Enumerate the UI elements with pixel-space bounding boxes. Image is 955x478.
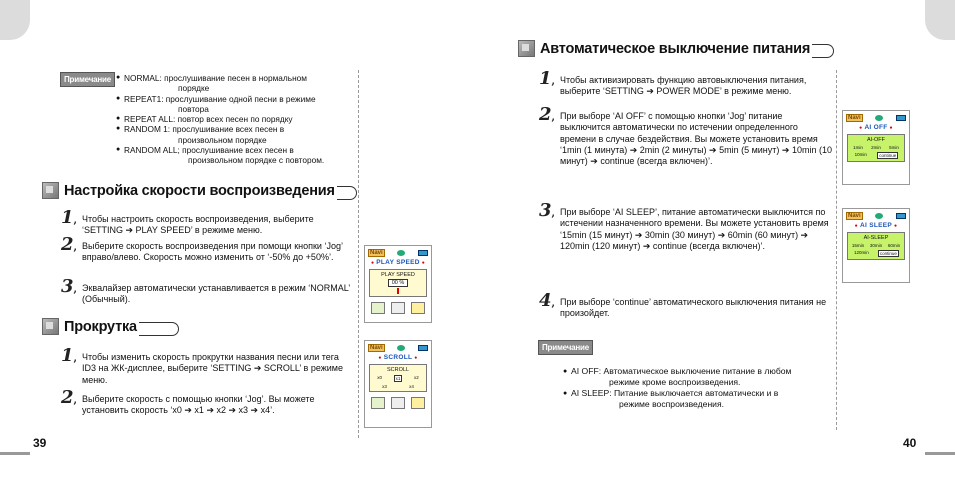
list-item: ● NORMAL: прослушивание песен в нормальном порядке [116,73,356,94]
note-badge: Примечание [60,72,115,87]
eye-icon [397,250,405,256]
step-speed-1: 1 , Чтобы настроить скорость воспроизведения, выберите ‘SETTING ➔ PLAY SPEED’ в режиме меню. [82,214,352,237]
page-corner-right [925,0,955,40]
eye-icon [397,345,405,351]
section-icon [42,182,59,199]
column-divider [836,70,837,430]
column-divider [358,70,359,438]
device-screen-play-speed: Navi ● PLAY SPEED ● PLAY SPEED 00 % [364,245,432,323]
note-badge: Примечание [538,340,593,355]
section-icon [42,318,59,335]
note-list [563,366,833,410]
note-list [116,73,356,166]
step-scroll-1: 1 , Чтобы изменить скорость прокрутки названия песни или тега ID3 на ЖК-дисплее, выберите ‘SETTING ➔ SCROLL’ в режиме меню. [82,352,354,386]
list-item: ● REPEAT1: прослушивание одной песни в режиме повтора [116,94,356,115]
step-speed-3: 3 , Эквалайзер автоматически устанавливается в режим ‘NORMAL’ (Обычный). [82,283,352,306]
list-item: ● AI OFF: Автоматическое выключение питание в любом режиме кроме воспроизведения. [563,366,833,388]
step-speed-2: 2 , Выберите скорость воспроизведения при помощи кнопки ‘Jog’ вправо/влево. Скорость можно изменить от ‘-50% до +50%’. [82,241,354,264]
step-power-4: 4 , При выборе ‘continue’ автоматического выключения питания не произойдет. [560,297,832,320]
battery-icon [418,345,428,351]
device-screen-ai-off: Navi ● AI OFF ● AI-OFF 1min 2min 5min 10min continue [842,110,910,185]
battery-icon [418,250,428,256]
step-power-3: 3 , При выборе ‘AI SLEEP’, питание автоматически выключится по истечении назначенного времени. Вы можете установить время ‘15min (15 минут) ➔ 30min (30 минут) ➔ 60min (60 минут) ➔ 120min (120 минут) ➔ continue (всегда включен)’. [560,207,832,252]
battery-icon [896,115,906,121]
list-item: ● RANDOM ALL; прослушивание всех песен в произвольном порядке с повтором. [116,145,356,166]
list-item: ● REPEAT ALL: повтор всех песен по порядку [116,114,356,124]
page-corner-left [0,0,30,40]
section-icon [518,40,535,57]
device-screen-scroll: Navi ● SCROLL ● SCROLL x0 x1 x2 x3 x4 [364,340,432,428]
step-scroll-2: 2 , Выберите скорость с помощью кнопки ‘Jog’. Вы можете установить скорость ‘x0 ➔ x1 ➔ x2 ➔ x3 ➔ x4’. [82,394,354,417]
page-number-right: 40 [903,436,917,450]
device-screen-ai-sleep: Navi ● AI SLEEP ● AI-SLEEP 15min 30min 60min 120min continue [842,208,910,283]
list-item: ● RANDOM 1: прослушивание всех песен в произвольном порядке [116,124,356,145]
step-power-1: 1 , Чтобы активизировать функцию автовыключения питания, выберите ‘SETTING ➔ POWER MODE’ в режиме меню. [560,75,832,98]
list-item: ● AI SLEEP: Питание выключается автоматически и в режиме воспроизведения. [563,388,833,410]
speed-marker [397,288,399,294]
step-power-2: 2 , При выборе ‘AI OFF’ с помощью кнопки ‘Jog’ питание выключится автоматически по истечении определенного времени в случае бездействия. Вы можете установить время ‘1min (1 минута) ➔ 2min (2 минуты) ➔ 5min (5 минут) ➔ 10min (10 минут) ➔ continue (всегда включен)’. [560,111,832,167]
page-number-left: 39 [33,436,47,450]
section-heading-speed: Настройка скорости воспроизведения [42,182,357,199]
eye-icon [875,115,883,121]
eye-icon [875,213,883,219]
battery-icon [896,213,906,219]
section-heading-scroll: Прокрутка [42,318,179,335]
section-heading-power: Автоматическое выключение питания [518,40,834,57]
